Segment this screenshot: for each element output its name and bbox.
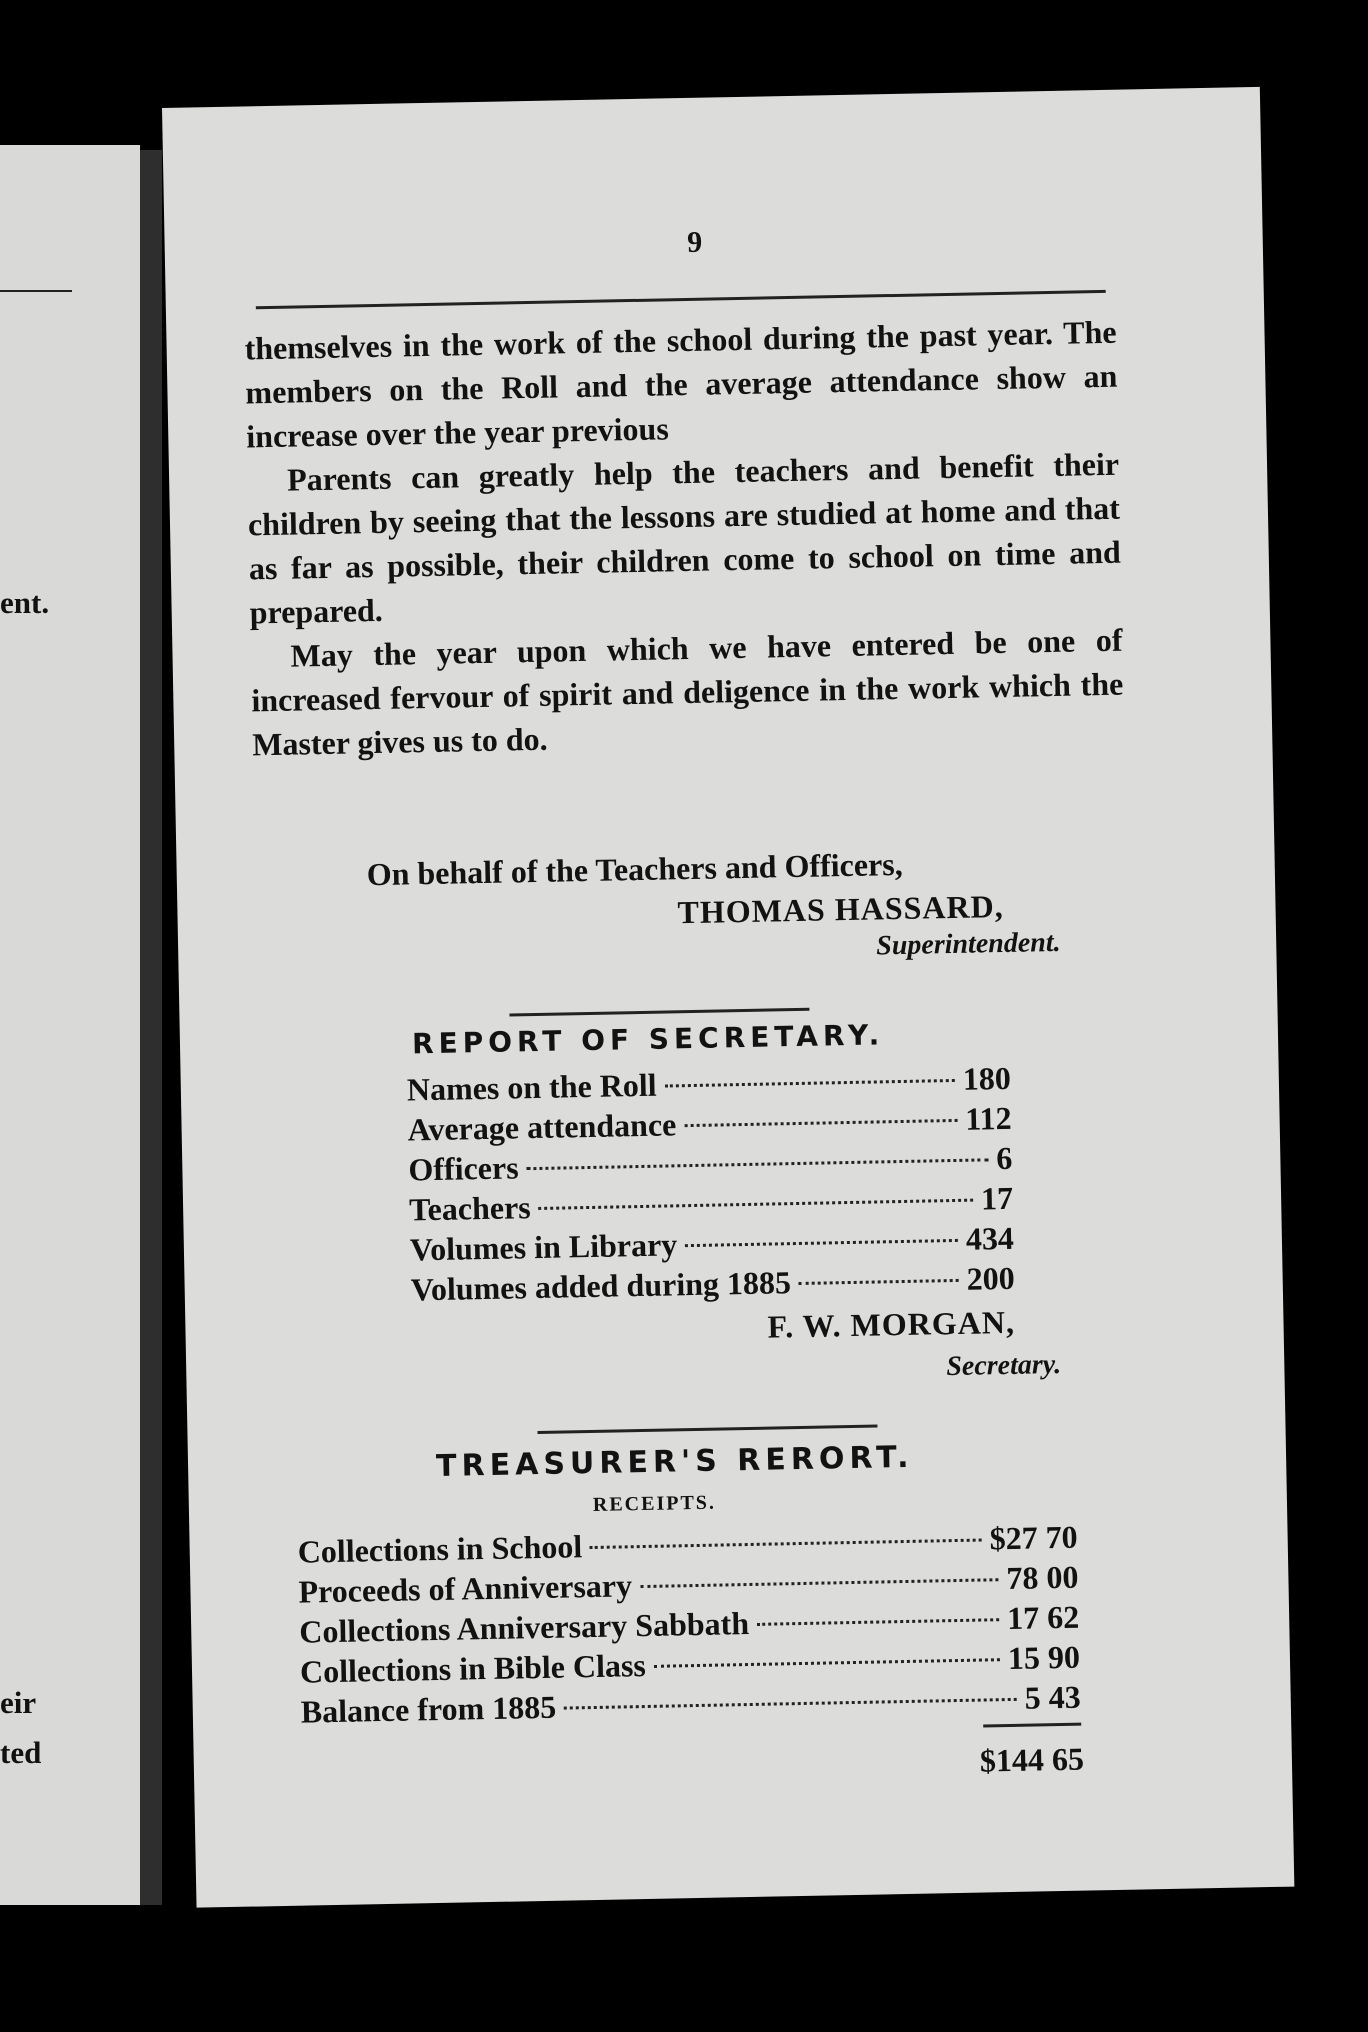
paragraph-1: themselves in the work of the school during the past year. The members on the Roll and the average attendance show an increase over the year previous [244,313,1118,455]
leader-dots [654,1658,1000,1668]
signoff-behalf: On behalf of the Teachers and Officers, [366,845,903,893]
treasurer-total: $144 65 [979,1740,1085,1779]
left-page-text-1: ent. [0,585,50,620]
leader-dots [684,1119,957,1127]
leader-dots [685,1239,958,1247]
body-text [244,310,1124,767]
treasurer-row-label: Balance from 1885 [300,1688,557,1730]
leader-dots [590,1539,982,1550]
leader-dots [527,1158,989,1170]
treasurer-row-label: Collections in School [297,1528,583,1570]
left-page-rule [0,290,72,292]
left-page-text-2: eir [0,1685,37,1720]
leader-dots [799,1279,959,1285]
secretary-row-value: 180 [962,1059,1012,1097]
treasurer-heading: TREASURER'S RERORT. [435,1439,914,1484]
treasurer-row-value: 78 00 [1006,1558,1079,1597]
treasurer-row-value: 5 43 [1024,1678,1082,1716]
secretary-row-value: 200 [966,1259,1015,1297]
leader-dots [564,1698,1017,1710]
treasurer-row-label: Collections Anniversary Sabbath [298,1605,750,1650]
secretary-name: F. W. MORGAN, [767,1303,1016,1345]
book-gutter [140,150,162,1905]
page-number: 9 [686,225,703,259]
paragraph-2: Parents can greatly help the teachers and benefit their children by seeing that the lessons are studied at home and that as far as possible, their children come to school on time and prepared. [247,445,1122,631]
total-rule [983,1723,1081,1728]
treasurer-row-label: Proceeds of Anniversary [298,1567,633,1610]
secretary-row-label: Average attendance [407,1106,677,1148]
secretary-title: Secretary. [946,1348,1062,1383]
header-rule [256,290,1106,309]
secretary-row-label: Teachers [408,1189,531,1228]
secretary-row [410,1260,1015,1309]
treasurer-row-value: 15 90 [1007,1638,1081,1677]
leader-dots [757,1618,999,1626]
superintendent-title: Superintendent. [875,926,1061,962]
treasurer-row-value: $27 70 [989,1518,1078,1557]
secretary-row-value: 6 [995,1139,1013,1177]
secretary-row-value: 112 [964,1099,1012,1137]
page [162,87,1294,1908]
left-page-fragment [0,145,140,1905]
secretary-heading: REPORT OF SECRETARY. [411,1018,885,1061]
secretary-row-label: Volumes added during 1885 [410,1264,792,1308]
receipts-subheading: RECEIPTS. [592,1491,717,1516]
leader-dots [640,1578,998,1588]
secretary-row-value: 434 [965,1219,1015,1257]
leader-dots [665,1079,955,1088]
leader-dots [539,1199,974,1210]
left-page-text-3: ted [0,1735,42,1770]
secretary-row-label: Volumes in Library [409,1226,678,1268]
superintendent-name: THOMAS HASSARD, [677,887,1004,931]
secretary-section-rule [509,1008,809,1017]
secretary-row-label: Names on the Roll [406,1066,657,1108]
paragraph-3: May the year upon which we have entered be one of increased fervour of spirit and deligence in the work which the Master gives us to do. [251,621,1124,763]
secretary-row-label: Officers [408,1149,519,1188]
treasurer-row-label: Collections in Bible Class [299,1647,647,1690]
secretary-row-value: 17 [980,1179,1014,1217]
treasurer-row-value: 17 62 [1006,1598,1080,1637]
treasurer-section-rule [537,1425,877,1435]
